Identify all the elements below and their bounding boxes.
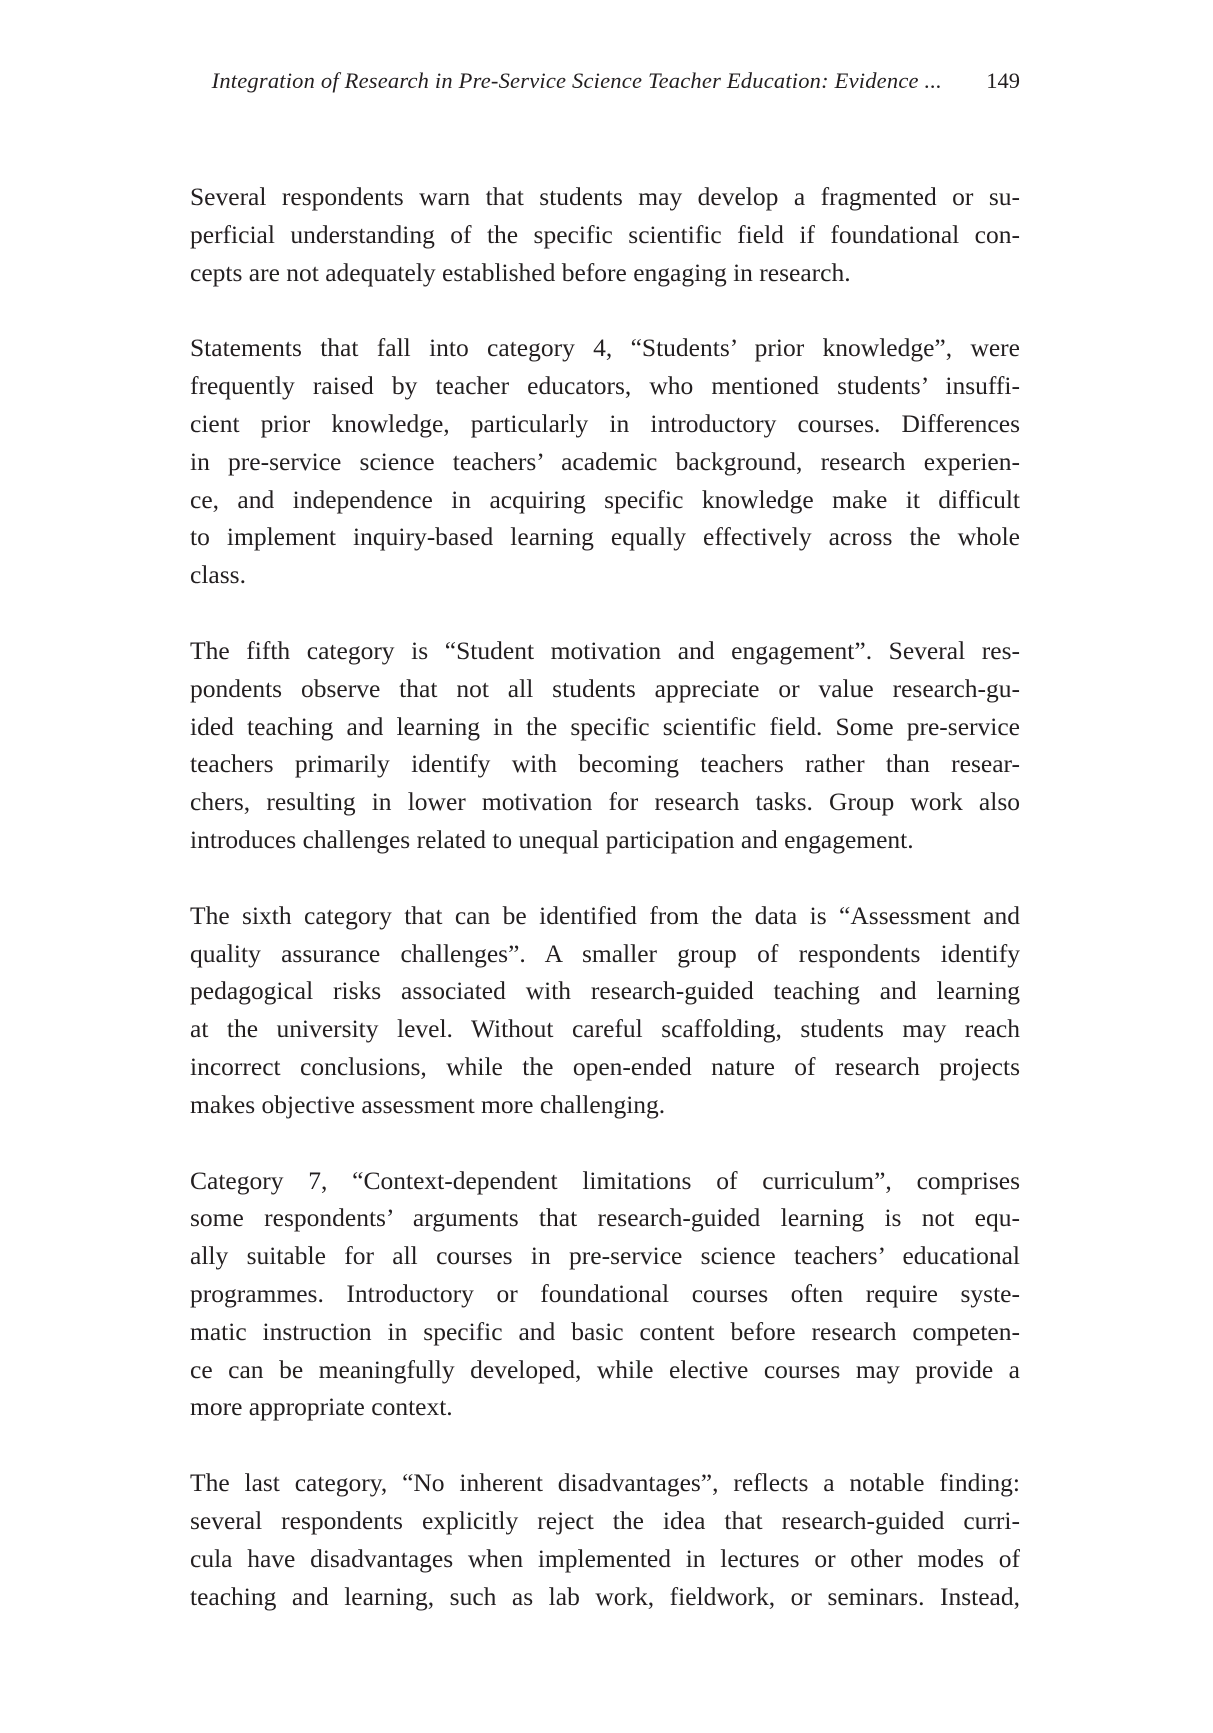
- text-line: some respondents’ arguments that research-guided learning is not equ-: [190, 1203, 1020, 1233]
- text-line: ce can be meaningfully developed, while elective courses may provide a: [190, 1354, 1020, 1384]
- text-line: The last category, “No inherent disadvantages”, reflects a notable finding:: [190, 1468, 1020, 1498]
- paragraph-2: [190, 329, 1020, 594]
- running-title: Integration of Research in Pre-Service Science Teacher Education: Evidence ...: [211, 68, 942, 93]
- paragraph-3: [190, 632, 1020, 859]
- text-line: introduces challenges related to unequal participation and engagement.: [190, 824, 914, 854]
- text-line: ce, and independence in acquiring specific knowledge make it difficult: [190, 484, 1020, 514]
- text-line: pondents observe that not all students appreciate or value research-gu-: [190, 673, 1020, 703]
- text-line: quality assurance challenges”. A smaller group of respondents identify: [190, 938, 1020, 968]
- text-line: class.: [190, 560, 246, 590]
- running-head: [190, 68, 1020, 108]
- paragraph-6: [190, 1464, 1020, 1615]
- text-line: The fifth category is “Student motivation and engagement”. Several res-: [190, 635, 1020, 665]
- text-line: teachers primarily identify with becoming teachers rather than resear-: [190, 749, 1020, 779]
- text-line: The sixth category that can be identified from the data is “Assessment and: [190, 900, 1020, 930]
- text-line: programmes. Introductory or foundational courses often require syste-: [190, 1278, 1020, 1308]
- text-line: cula have disadvantages when implemented in lectures or other modes of: [190, 1543, 1020, 1573]
- text-line: several respondents explicitly reject the idea that research-guided curri-: [190, 1505, 1020, 1535]
- text-line: cepts are not adequately established before engaging in research.: [190, 257, 851, 287]
- text-line: frequently raised by teacher educators, who mentioned students’ insuffi-: [190, 371, 1020, 401]
- text-line: makes objective assessment more challenging.: [190, 1089, 666, 1119]
- page-number: 149: [986, 68, 1020, 93]
- text-line: cient prior knowledge, particularly in introductory courses. Differences: [190, 408, 1020, 438]
- body-text: [190, 178, 1020, 1653]
- text-line: at the university level. Without careful scaffolding, students may reach: [190, 1014, 1020, 1044]
- text-line: Category 7, “Context-dependent limitations of curriculum”, comprises: [190, 1165, 1020, 1195]
- text-line: perficial understanding of the specific scientific field if foundational con-: [190, 219, 1020, 249]
- text-line: pedagogical risks associated with research-guided teaching and learning: [190, 976, 1020, 1006]
- text-line: incorrect conclusions, while the open-ended nature of research projects: [190, 1051, 1020, 1081]
- text-line: more appropriate context.: [190, 1392, 453, 1422]
- text-line: chers, resulting in lower motivation for research tasks. Group work also: [190, 787, 1020, 817]
- text-line: Several respondents warn that students may develop a fragmented or su-: [190, 182, 1020, 211]
- paragraph-1: [190, 178, 1020, 291]
- paragraph-4: [190, 897, 1020, 1124]
- text-line: teaching and learning, such as lab work, fieldwork, or seminars. Instead,: [190, 1581, 1020, 1611]
- text-line: ally suitable for all courses in pre-service science teachers’ educational: [190, 1241, 1020, 1271]
- text-line: in pre-service science teachers’ academic background, research experien-: [190, 446, 1020, 476]
- paragraph-5: [190, 1162, 1020, 1427]
- text-line: to implement inquiry-based learning equally effectively across the whole: [190, 522, 1020, 552]
- text-line: Statements that fall into category 4, “Students’ prior knowledge”, were: [190, 333, 1020, 363]
- text-line: matic instruction in specific and basic content before research competen-: [190, 1316, 1020, 1346]
- text-line: ided teaching and learning in the specific scientific field. Some pre-service: [190, 711, 1020, 741]
